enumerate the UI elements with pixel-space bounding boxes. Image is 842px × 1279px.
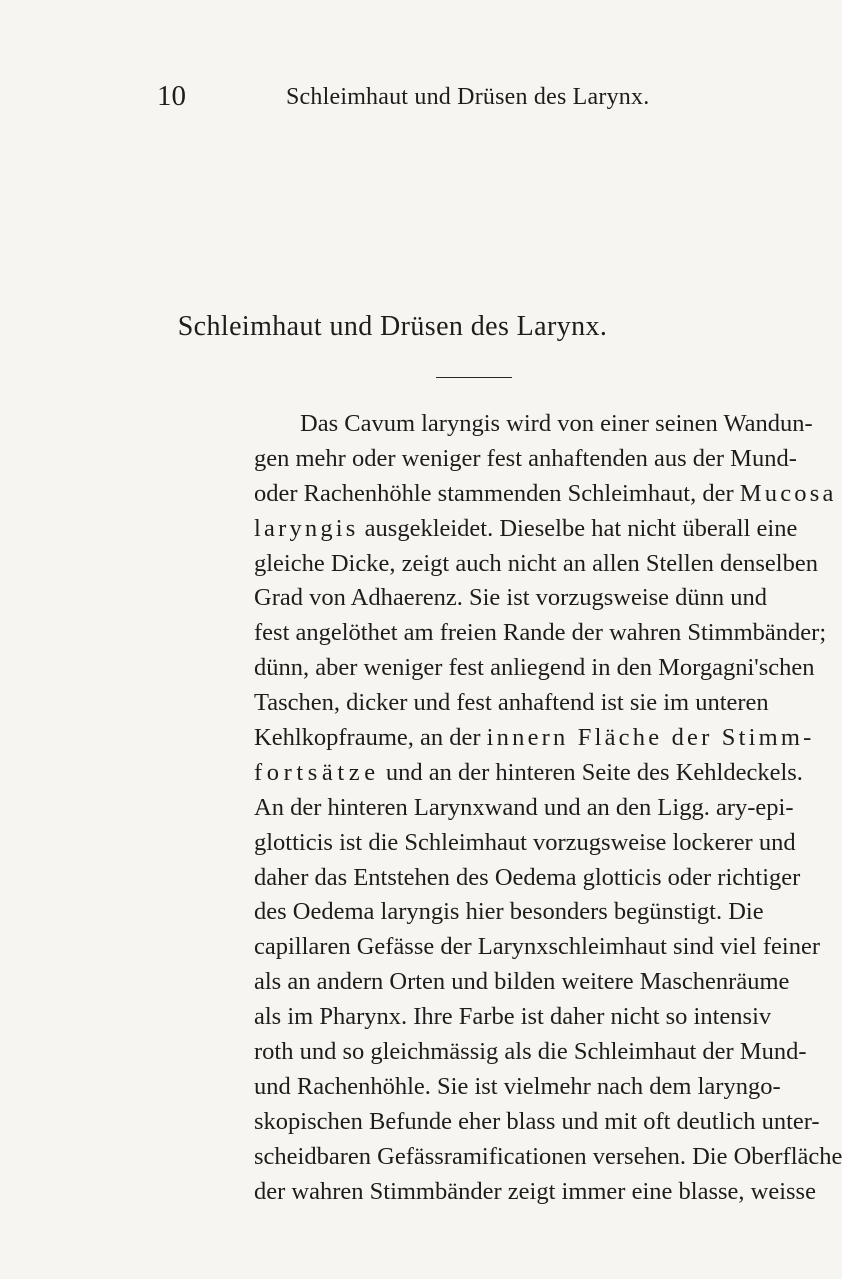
text-line: roth und so gleichmässig als die Schleimhaut der Mund- <box>254 1038 807 1066</box>
emphasis-mucosa: Mucosa <box>739 479 837 507</box>
text-line <box>254 756 803 791</box>
text-line: und Rachenhöhle. Sie ist vielmehr nach dem laryngo- <box>254 1072 781 1100</box>
text-fragment: und an der hinteren Seite des Kehldeckels. <box>385 758 803 786</box>
text-line: gen mehr oder weniger fest anhaftenden aus der Mund- <box>254 444 797 472</box>
text-line: glotticis ist die Schleimhaut vorzugsweise lockerer und <box>254 828 796 856</box>
text-line: An der hinteren Larynxwand und an den Ligg. ary-epi- <box>254 793 794 821</box>
body-paragraph <box>254 407 842 1209</box>
section-title: Schleimhaut und Drüsen des Larynx. <box>177 311 608 342</box>
text-line: fest angelöthet am freien Rande der wahren Stimmbänder; <box>254 619 827 647</box>
text-line: des Oedema laryngis hier besonders begünstigt. Die <box>254 898 764 926</box>
emphasis-laryngis: laryngis <box>254 514 359 542</box>
text-line <box>254 721 815 756</box>
text-line <box>254 477 837 512</box>
text-line: als im Pharynx. Ihre Farbe ist daher nicht so intensiv <box>254 1003 772 1031</box>
text-line <box>254 512 798 547</box>
text-line: als an andern Orten und bilden weitere Maschenräume <box>254 968 790 996</box>
text-line: Das Cavum laryngis wird von einer seinen Wandun- <box>300 410 813 437</box>
text-line: Taschen, dicker und fest anhaftend ist sie im unteren <box>254 689 769 717</box>
text-line: gleiche Dicke, zeigt auch nicht an allen Stellen denselben <box>254 549 818 577</box>
text-line: der wahren Stimmbänder zeigt immer eine blasse, weisse <box>254 1177 816 1205</box>
emphasis-fortsaetze: fortsätze <box>254 758 380 786</box>
emphasis-innern-flaeche: innern Fläche der Stimm- <box>486 724 815 752</box>
title-divider <box>436 377 512 378</box>
text-fragment: ausgekleidet. Dieselbe hat nicht überall eine <box>364 514 798 542</box>
text-line: scheidbaren Gefässramificationen versehen. Die Oberfläche <box>254 1142 842 1170</box>
text-fragment: Kehlkopfraume, an der <box>254 724 481 752</box>
text-line: Grad von Adhaerenz. Sie ist vorzugsweise dünn und <box>254 584 768 612</box>
text-line: capillaren Gefässe der Larynxschleimhaut sind viel feiner <box>254 933 820 961</box>
text-fragment: oder Rachenhöhle stammenden Schleimhaut, der <box>254 479 734 507</box>
text-line: daher das Entstehen des Oedema glotticis oder richtiger <box>254 863 801 891</box>
running-title: Schleimhaut und Drüsen des Larynx. <box>286 84 650 110</box>
text-line: skopischen Befunde eher blass und mit oft deutlich unter- <box>254 1107 820 1135</box>
page-header <box>0 79 801 113</box>
page-number: 10 <box>157 80 186 112</box>
text-line: dünn, aber weniger fest anliegend in den Morgagni'schen <box>254 654 815 682</box>
